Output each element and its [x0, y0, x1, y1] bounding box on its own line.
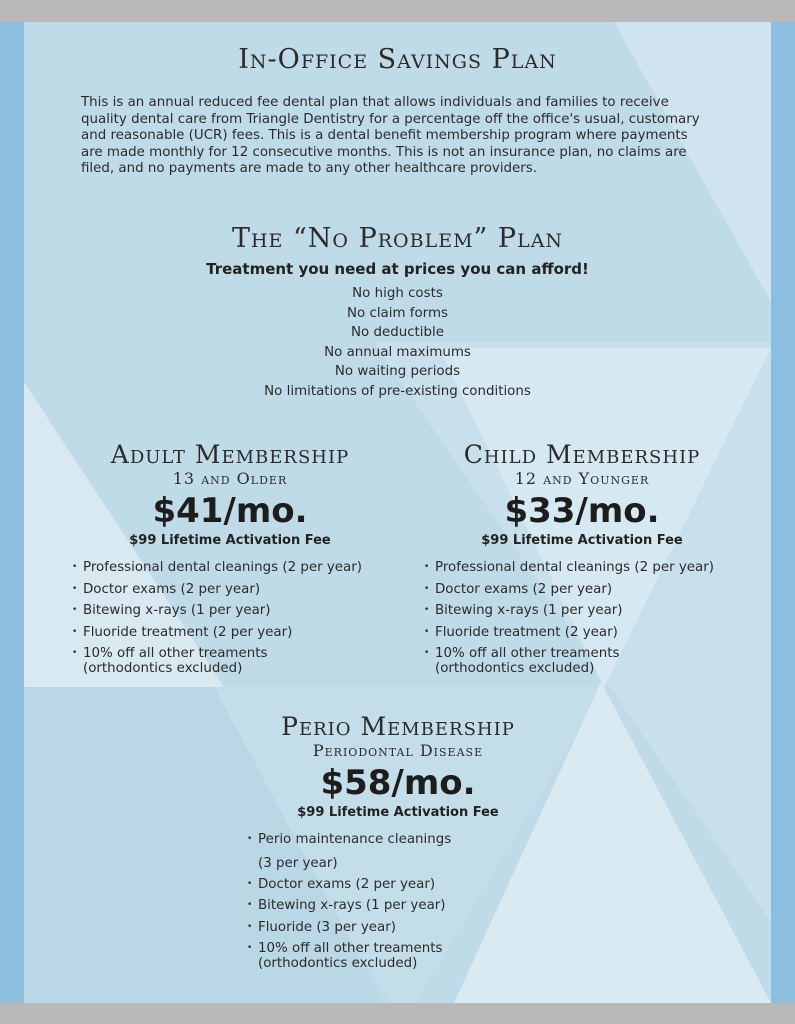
child-membership-title: Child Membership	[463, 440, 701, 469]
list-item: • Bitewing x-rays (1 per year)	[72, 600, 400, 622]
child-membership-subtitle: 12 and Younger	[514, 469, 650, 488]
adult-note: (orthodontics excluded)	[83, 660, 243, 676]
perio-membership-title: Perio Membership	[281, 712, 515, 741]
child-membership-price: $33/mo.	[504, 491, 660, 531]
right-blue-border	[771, 22, 795, 1003]
list-item: • Doctor exams (2 per year)	[72, 579, 400, 601]
page-title: In-Office Savings Plan	[238, 44, 557, 75]
child-activation-fee: $99 Lifetime Activation Fee	[481, 533, 683, 548]
adult-membership-price: $41/mo.	[152, 491, 308, 531]
list-item: • Bitewing x-rays (1 per year)	[247, 895, 572, 917]
intro-paragraph: This is an annual reduced fee dental plan that allows individuals and families to receive quality dental care from Triangle Dentistry for a percentage off the office's usual, customary and reasonable (UCR) fees. This is a dental benefit membership program where payments are made monthly for 12 consecutive months. This is not an insurance plan, no claims are filed, and no payments are made to any other healthcare providers.	[81, 95, 700, 177]
list-item: • Professional dental cleanings (2 per year)	[72, 557, 400, 579]
list-item: • Fluoride treatment (2 per year)	[72, 622, 400, 644]
bottom-gray-bar	[0, 1003, 795, 1024]
list-item: • Doctor exams (2 per year)	[424, 579, 752, 601]
list-item: • Bitewing x-rays (1 per year)	[424, 600, 752, 622]
list-item: • Professional dental cleanings (2 per year)	[424, 557, 752, 579]
benefit-item: No limitations of pre-existing conditions	[264, 383, 531, 399]
list-item: • Fluoride (3 per year)	[247, 917, 572, 939]
list-item: • 10% off all other treaments (orthodontics excluded)	[424, 643, 752, 676]
list-item: • Perio maintenance cleanings (3 per year)	[247, 829, 572, 874]
plan-title: The “No Problem” Plan	[231, 223, 564, 254]
benefit-item: No claim forms	[347, 305, 448, 321]
benefit-item: No high costs	[352, 286, 443, 301]
list-item: • Doctor exams (2 per year)	[247, 874, 572, 896]
list-item: • 10% off all other treaments (orthodontics excluded)	[72, 643, 400, 676]
perio-activation-fee: $99 Lifetime Activation Fee	[297, 805, 499, 820]
top-gray-bar	[0, 0, 795, 22]
list-item: • 10% off all other treaments (orthodontics excluded)	[247, 938, 572, 971]
adult-membership-card	[60, 440, 400, 676]
list-item: • Fluoride treatment (2 year)	[424, 622, 752, 644]
child-membership-card	[412, 440, 752, 676]
benefit-item: No waiting periods	[334, 364, 461, 379]
adult-membership-title: Adult Membership	[110, 440, 350, 469]
plan-tagline: Treatment you need at prices you can afford!	[206, 260, 589, 278]
child-benefits-list	[424, 557, 752, 676]
perio-benefits-list	[247, 829, 572, 971]
perio-membership-card	[224, 712, 572, 971]
page-content	[24, 22, 771, 1003]
child-note: (orthodontics excluded)	[435, 660, 595, 676]
perio-membership-price: $58/mo.	[320, 763, 476, 803]
perio-note: (orthodontics excluded)	[258, 955, 418, 971]
adult-benefits-list	[72, 557, 400, 676]
perio-item-sub: (3 per year)	[258, 855, 338, 871]
adult-membership-subtitle: 13 and Older	[172, 469, 288, 488]
perio-membership-subtitle: Periodontal Disease	[312, 741, 484, 760]
plan-benefits-list	[24, 284, 771, 401]
adult-activation-fee: $99 Lifetime Activation Fee	[129, 533, 331, 548]
benefit-item: No annual maximums	[324, 344, 471, 360]
benefit-item: No deductible	[351, 325, 444, 340]
left-blue-border	[0, 22, 24, 1003]
